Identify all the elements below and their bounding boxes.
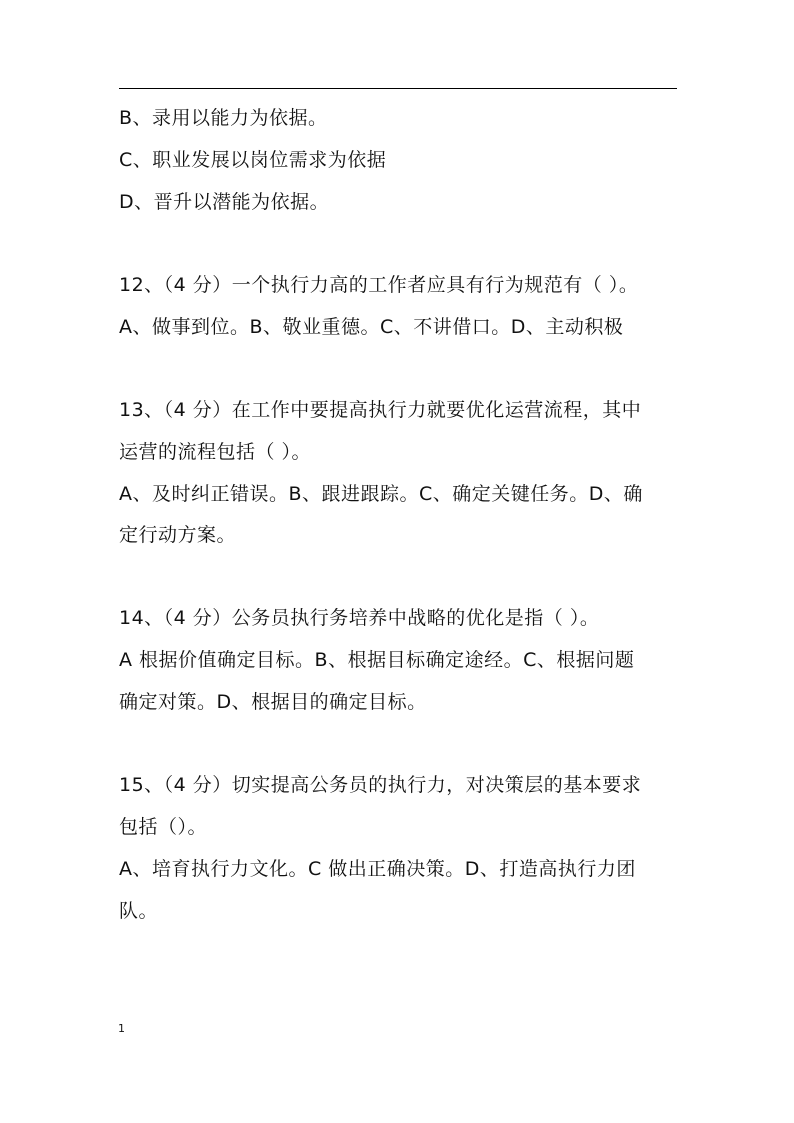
options-q14-line-2: 确定对策。D、根据目的确定目标。 — [119, 691, 427, 713]
options-q13-line-2: 定行动方案。 — [119, 524, 237, 546]
options-q13-line-1: A、及时纠正错误。B、跟进跟踪。C、确定关键任务。D、确 — [119, 483, 643, 505]
question-13-line-1: 13、（4 分）在工作中要提高执行力就要优化运营流程，其中 — [119, 399, 642, 421]
options-q14-line-1: A 根据价值确定目标。B、根据目标确定途经。C、根据问题 — [119, 649, 635, 671]
question-15-line-2: 包括（）。 — [119, 816, 208, 838]
page-number: 1 — [118, 1022, 125, 1035]
question-15-line-1: 15、（4 分）切实提高公务员的执行力，对决策层的基本要求 — [119, 774, 642, 796]
option-c-q11: C、职业发展以岗位需求为依据 — [119, 149, 387, 171]
option-b-q11: B、录用以能力为依据。 — [119, 107, 328, 129]
options-q12: A、做事到位。B、敬业重德。C、不讲借口。D、主动积极 — [119, 316, 624, 338]
header-rule — [119, 88, 677, 89]
option-d-q11: D、晋升以潜能为依据。 — [119, 191, 330, 213]
options-q15-line-2: 队。 — [119, 900, 159, 922]
question-13-line-2: 运营的流程包括（ ）。 — [119, 441, 312, 463]
options-q15-line-1: A、培育执行力文化。C 做出正确决策。D、打造高执行力团 — [119, 858, 636, 880]
question-12: 12、（4 分）一个执行力高的工作者应具有行为规范有（ ）。 — [119, 274, 639, 296]
question-14: 14、（4 分）公务员执行务培养中战略的优化是指（ ）。 — [119, 607, 600, 629]
